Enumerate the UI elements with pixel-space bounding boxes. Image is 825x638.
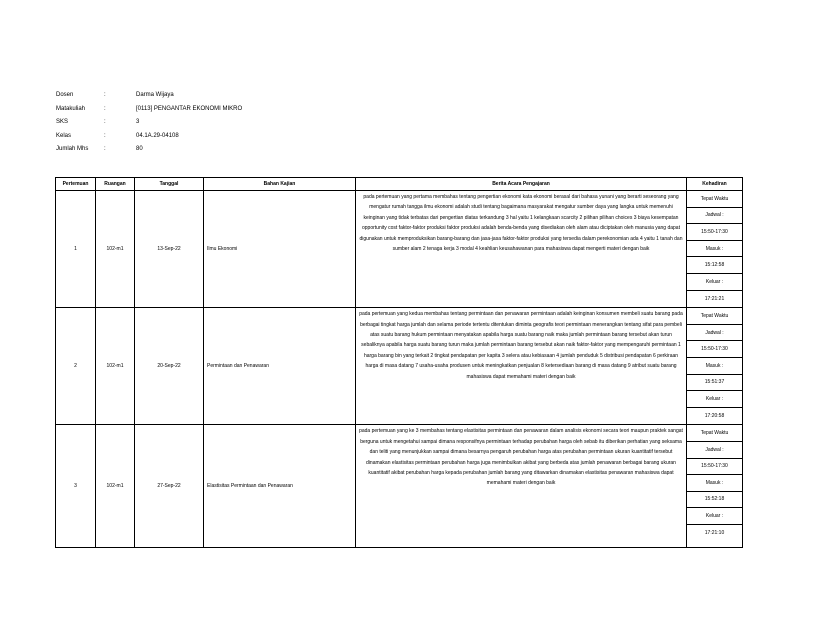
info-row	[56, 143, 242, 157]
info-row	[56, 89, 242, 103]
header-meeting: Pertemuan	[56, 178, 96, 191]
topic-cell: Elastisitas Permintaan dan Penawaran	[204, 425, 356, 548]
info-colon: :	[104, 119, 106, 125]
meeting-cell: 1	[56, 191, 96, 308]
description-text: pada pertemuan yang ke 3 membahas tentang elastisitas permintaan dan penawaran dalam analisis ekonomi secara teori maupun praktek sangat berguna untuk mengetahui sampai dimana responsifnya permintaan terhadap perubahan harga oleh sebab itu diberikan perhatian yang seksama dan teliti yang menunjukkan sampai dimana besarnya pengaruh perubahan harga atas perubahan permintaan ukuran kuantitatif tersebut dinamakan elastisitas permintaan perubahan harga juga menimbulkan akibat yang berbeda atas jumlah penawaran berbagai barang ukuran kuantitatif akibat perubahan harga kepada perubahan jumlah barang yang ditawarkan dinamakan elastisitas penawaran mahasiswa dapat memahami materi dengan baik	[359, 428, 683, 487]
info-colon: :	[104, 105, 106, 112]
attendance-line: Keluar :	[687, 391, 742, 408]
attendance-list	[687, 191, 742, 307]
info-label: Matakuliah	[56, 105, 86, 112]
attendance-line: 15:50-17:30	[687, 224, 742, 241]
attendance-line: Keluar :	[687, 508, 742, 525]
description-cell	[356, 425, 687, 548]
info-colon: :	[104, 92, 106, 98]
description-cell	[356, 191, 687, 308]
info-row	[56, 130, 242, 144]
room-cell: 102-m1	[96, 308, 135, 425]
table-row	[56, 191, 743, 308]
topic-cell: Ilmu Ekonomi	[204, 191, 356, 308]
header-topic: Bahan Kajian	[204, 178, 356, 191]
attendance-line: 15:51:37	[687, 375, 742, 392]
attendance-cell	[687, 191, 743, 308]
attendance-list	[687, 425, 742, 547]
attendance-line: Masuk :	[687, 475, 742, 492]
attendance-line: 17:20:58	[704, 413, 725, 420]
description-text: pada pertemuan yang kedua membahas tentang permintaan dan penawaran permintaan adalah keinginan konsumen membeli suatu barang pada berbagai tingkat harga jumlah dan selama periode tertentu ditentukan diminta geografis teori permintaan menerangkan tentang sifat para pembeli atas suatu barang hukum permintaan menyatakan apabila harga suatu barang naik maka jumlah permintaan barang tersebut akan turun sebaliknya apabila harga suatu barang turun maka jumlah permintaan barang tersebut akan naik faktor-faktor yang mempengaruhi permintaan 1 harga barang bin yang terkait 2 tingkat pendapatan per kapita 3 selera atau kebiasaan 4 jumlah penduduk 5 distribusi pendapatan 6 perkiraan harga di masa datang 7 usaha-usaha produsen untuk meningkatkan penjualan 8 ketersediaan barang di masa datang 9 atribut suatu barang mahasiswa dapat memahami materi dengan baik	[359, 311, 683, 380]
attendance-line: 17:21:10	[704, 530, 725, 537]
description-cell	[356, 308, 687, 425]
attendance-cell	[687, 425, 743, 548]
info-value: 3	[136, 119, 140, 125]
info-colon: :	[104, 132, 106, 139]
meeting-cell: 2	[56, 308, 96, 425]
info-label: Kelas	[56, 132, 72, 139]
attendance-list	[687, 308, 742, 424]
attendance-line: Masuk :	[687, 358, 742, 375]
meeting-cell: 3	[56, 425, 96, 548]
attendance-line: 15:12:58	[687, 257, 742, 274]
table-header-row	[56, 178, 743, 191]
course-info	[56, 89, 242, 157]
topic-cell: Permintaan dan Penawaran	[204, 308, 356, 425]
room-cell: 102-m1	[96, 425, 135, 548]
attendance-line: 15:50-17:30	[687, 459, 742, 476]
description-text: pada pertemuan yang pertama membahas tentang pengertian ekonomi kata ekonomi berasal dari bahasa yunani yang berarti seseorang yang mengatur rumah tangga ilmu ekonomi adalah studi tentang bagaimana masyarakat mengatur sumber daya yang langka untuk memenuhi keinginan yang tidak terbatas dari pengertian diatas terkandung 3 hal yaitu 1 kelangkaan scarcity 2 pilihan pilihan choices 3 biaya kesempatan opportunity cost faktor-faktor produksi faktor produksi adalah benda-benda yang disediakan oleh alam atau diciptakan oleh manusia yang dapat digunakan untuk memproduksikan barang-barang dan jasa-jasa faktor-faktor produksi yang tersedia dalam perekonomian ada 4 yaitu 1 tanah dan sumber alam 2 tenaga kerja 3 modal 4 keahlian keusahawanan para mahasiswa dapat mengerti materi dengan baik	[359, 194, 683, 253]
attendance-line: Tepat Waktu	[687, 308, 742, 325]
attendance-line: Keluar :	[687, 274, 742, 291]
info-label: Dosen	[56, 92, 74, 98]
info-label: SKS	[56, 119, 69, 125]
header-attendance: Kehadiran	[687, 178, 743, 191]
date-cell: 13-Sep-22	[135, 191, 204, 308]
info-row	[56, 116, 242, 130]
info-value: 80	[136, 146, 143, 152]
room-cell: 102-m1	[96, 191, 135, 308]
attendance-line: Jadwal :	[687, 442, 742, 459]
table-row	[56, 425, 743, 548]
attendance-line: Masuk :	[687, 241, 742, 258]
attendance-cell	[687, 308, 743, 425]
info-value: Darma Wijaya	[136, 92, 174, 98]
date-cell: 27-Sep-22	[135, 425, 204, 548]
date-cell: 20-Sep-22	[135, 308, 204, 425]
header-date: Tanggal	[135, 178, 204, 191]
attendance-line: Tepat Waktu	[687, 425, 742, 442]
info-label: Jumlah Mhs	[56, 146, 89, 152]
attendance-line: 17:21:21	[704, 295, 725, 302]
header-description: Berita Acara Pengajaran	[356, 178, 687, 191]
attendance-line: Tepat Waktu	[687, 191, 742, 208]
info-value: 04.1A.29-04108	[136, 132, 179, 139]
attendance-line: 15:52:18	[687, 492, 742, 509]
info-row	[56, 103, 242, 117]
table-row	[56, 308, 743, 425]
teaching-journal-table	[55, 177, 743, 548]
attendance-line: Jadwal :	[687, 325, 742, 342]
info-colon: :	[104, 146, 106, 152]
info-value: [0113] PENGANTAR EKONOMI MIKRO	[136, 105, 243, 112]
header-room: Ruangan	[96, 178, 135, 191]
attendance-line: Jadwal :	[687, 208, 742, 225]
attendance-line: 15:50-17:30	[687, 341, 742, 358]
